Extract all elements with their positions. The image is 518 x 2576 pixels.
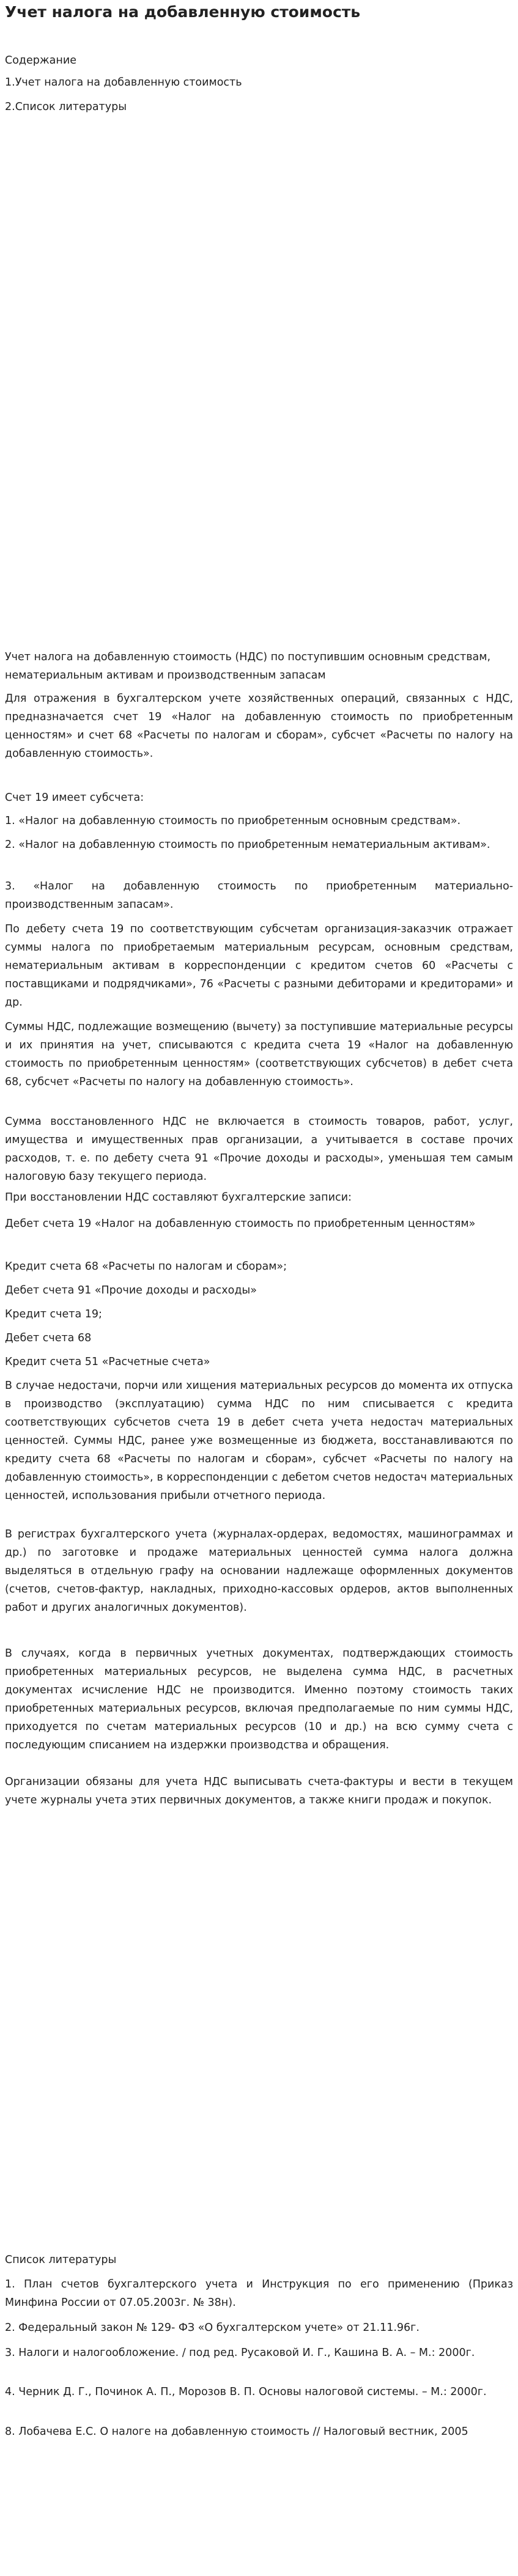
bibliography-item: 2. Федеральный закон № 129- ФЗ «О бухгалтерском учете» от 21.11.96г. <box>5 2322 420 2334</box>
bibliography-item: 4. Черник Д. Г., Починок А. П., Морозов В. П. Основы налоговой системы. – М.: 2000г. <box>5 2386 487 2398</box>
toc-item-bibliography: 2.Список литературы <box>5 101 127 113</box>
list-item: 1. «Налог на добавленную стоимость по приобретенным основным средствам». <box>5 815 461 827</box>
section-heading: Учет налога на добавленную стоимость (НДС) по поступившим основным средствам, нематериальным активам и производственным запасам <box>5 651 491 682</box>
entry-line: Дебет счета 91 «Прочие доходы и расходы» <box>5 1284 257 1297</box>
document-title: Учет налога на добавленную стоимость <box>5 3 361 21</box>
bibliography-item: 8. Лобачева Е.С. О налоге на добавленную стоимость // Налоговый вестник, 2005 <box>5 2426 468 2438</box>
paragraph: Суммы НДС, подлежащие возмещению (вычету) за поступившие материальные ресурсы и их принятия на учет, списываются с кредита счета 19 «Налог на добавленную стоимость по приобретенным ценностям» (соответствующих субсчетов) в дебет счета 68, субсчет «Расчеты по налогу на добавленную стоимость». <box>5 1021 513 1088</box>
paragraph: В случае недостачи, порчи или хищения материальных ресурсов до момента их отпуска в производство (эксплуатацию) сумма НДС по ним списывается с кредита соответствующих субсчетов счета 19 в дебет счета учета недостач материальных ценностей. Суммы НДС, ранее уже возмещенные из бюджета, восстанавливаются по кредиту счета 68 «Расчеты по налогам и сборам», субсчет «Расчеты по налогу на добавленную стоимость», в корреспонденции с дебетом счетов недостач материальных ценностей, использования прибыли отчетного периода. <box>5 1380 513 1502</box>
list-item: 2. «Налог на добавленную стоимость по приобретенным нематериальным активам». <box>5 839 490 851</box>
entry-line: Кредит счета 19; <box>5 1308 102 1320</box>
paragraph: Дебет счета 19 «Налог на добавленную стоимость по приобретенным ценностям» <box>5 1218 476 1230</box>
paragraph: Счет 19 имеет субсчета: <box>5 792 144 804</box>
entry-line: Дебет счета 68 <box>5 1332 92 1344</box>
toc-item-vat: 1.Учет налога на добавленную стоимость <box>5 76 242 89</box>
list-item: 3. «Налог на добавленную стоимость по приобретенным материально-производственным запасам». <box>5 880 513 911</box>
bibliography-item: 1. План счетов бухгалтерского учета и Инструкция по его применению (Приказ Минфина России от 07.05.2003г. № 38н). <box>5 2278 513 2309</box>
paragraph: В регистрах бухгалтерского учета (журналах-ордерах, ведомостях, машинограммах и др.) по заготовке и продаже материальных ценностей сумма налога должна выделяться в отдельную графу на основании надлежаще оформленных документов (счетов, счетов-фактур, накладных, приходно-кассовых ордеров, актов выполненных работ и других аналогичных документов). <box>5 1528 513 1614</box>
paragraph: При восстановлении НДС составляют бухгалтерские записи: <box>5 1191 352 1204</box>
paragraph: Организации обязаны для учета НДС выписывать счета-фактуры и вести в текущем учете журналы учета этих первичных документов, а также книги продаж и покупок. <box>5 1776 513 1806</box>
paragraph: Сумма восстановленного НДС не включается в стоимость товаров, работ, услуг, имущества и имущественных прав организации, а учитывается в составе прочих расходов, т. е. по дебету счета 91 «Прочие доходы и расходы», уменьшая тем самым налоговую базу текущего периода. <box>5 1116 513 1183</box>
paragraph: По дебету счета 19 по соответствующим субсчетам организация-заказчик отражает суммы налога по приобретаемым материальным ресурсам, основным средствам, нематериальным активам в корреспонденции с кредитом счетов 60 «Расчеты с поставщиками и подрядчиками», 76 «Расчеты с разными дебиторами и кредиторами» и др. <box>5 923 513 1009</box>
paragraph: Для отражения в бухгалтерском учете хозяйственных операций, связанных с НДС, предназначается счет 19 «Налог на добавленную стоимость по приобретенным ценностям» и счет 68 «Расчеты по налогам и сборам», субсчет «Расчеты по налогу на добавленную стоимость». <box>5 693 513 760</box>
toc-heading: Содержание <box>5 54 76 67</box>
bibliography-heading: Список литературы <box>5 2254 117 2266</box>
paragraph: В случаях, когда в первичных учетных документах, подтверждающих стоимость приобретенных материальных ресурсов, не выделена сумма НДС, в расчетных документах исчисление НДС не производится. Именно поэтому стоимость таких приобретенных материальных ресурсов, включая предполагаемые по ним суммы НДС, приходуется по счетам материальных ресурсов (10 и др.) на всю сумму счета с последующим списанием на издержки производства и обращения. <box>5 1647 513 1751</box>
entry-line: Кредит счета 51 «Расчетные счета» <box>5 1356 210 1368</box>
entry-line: Кредит счета 68 «Расчеты по налогам и сборам»; <box>5 1260 287 1273</box>
bibliography-item: 3. Налоги и налогообложение. / под ред. Русаковой И. Г., Кашина В. А. – М.: 2000г. <box>5 2347 475 2359</box>
